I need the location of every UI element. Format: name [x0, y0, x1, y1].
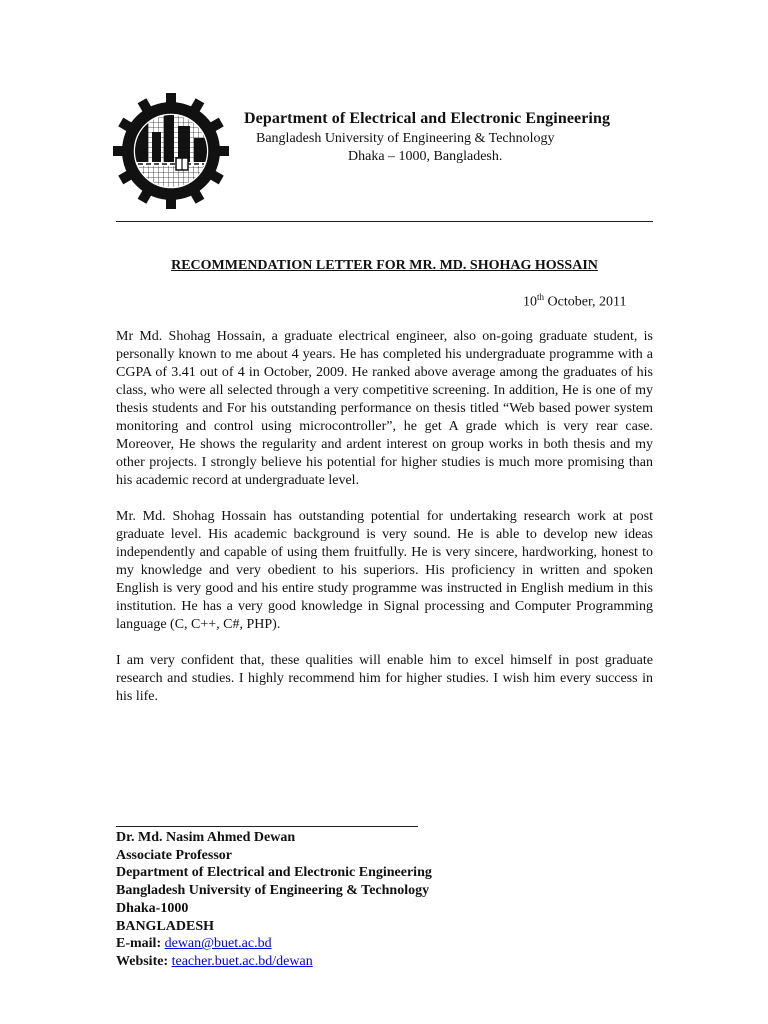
letter-subject: RECOMMENDATION LETTER FOR MR. MD. SHOHAG HOSSAIN	[171, 258, 598, 273]
signer-title: Associate Professor	[116, 847, 232, 863]
university-logo-icon	[108, 92, 234, 210]
signer-university: Bangladesh University of Engineering & Technology	[116, 883, 430, 899]
department-title: Department of Electrical and Electronic Engineering	[244, 110, 611, 127]
letterhead	[236, 110, 666, 165]
signature-block	[116, 829, 432, 971]
letter-date	[523, 292, 627, 311]
signature-line	[116, 826, 418, 827]
website-label: Website:	[116, 953, 172, 969]
website-row	[116, 953, 432, 971]
signer-name: Dr. Md. Nasim Ahmed Dewan	[116, 830, 296, 845]
email-link[interactable]: dewan@buet.ac.bd	[164, 936, 272, 952]
signer-city: Dhaka-1000	[116, 900, 189, 916]
university-address: Dhaka – 1000, Bangladesh.	[348, 149, 503, 164]
date-day: 10	[523, 294, 537, 310]
paragraph: Mr Md. Shohag Hossain, a graduate electrical engineer, also on-going graduate student, is personally known to me about 4 years. He has completed his undergraduate programme with a CGPA of 3.41 out of 4 in October, 2009. He ranked above average among the graduates of his class, who were all selected through a very competitive screening. In addition, He is one of my thesis students and For his outstanding performance on thesis titled “Web based power system monitoring and control using microcontroller”, he get A grade which is very rear case. Moreover, He shows the regularity and ardent interest on group works in both thesis and my other projects. I strongly believe his potential for higher studies is much more promising than his academic record at undergraduate level.	[116, 329, 653, 488]
website-link[interactable]: teacher.buet.ac.bd/dewan	[171, 953, 313, 969]
letter-body	[116, 328, 653, 724]
signer-country: BANGLADESH	[116, 918, 215, 934]
signer-department: Department of Electrical and Electronic Engineering	[116, 865, 432, 881]
university-name: Bangladesh University of Engineering & Technology	[256, 131, 555, 146]
email-row	[116, 935, 432, 953]
paragraph: I am very confident that, these qualities will enable him to excel himself in post graduate research and studies. I highly recommend him for higher studies. I wish him every success in his life.	[116, 653, 653, 704]
paragraph: Mr. Md. Shohag Hossain has outstanding potential for undertaking research work at post graduate level. His academic background is very sound. He is able to develop new ideas independently and capable of using them fruitfully. He is very sincere, hardworking, honest to my knowledge and very obedient to his superiors. His proficiency in written and spoken English is very good and his entire study programme was instructed in English medium in this institution. He has a very good knowledge in Signal processing and Computer Programming language (C, C++, C#, PHP).	[116, 509, 653, 632]
date-month-year: October, 2011	[544, 294, 627, 310]
email-label: E-mail:	[116, 936, 165, 952]
header-divider	[116, 221, 653, 222]
date-suffix: th	[537, 292, 545, 302]
